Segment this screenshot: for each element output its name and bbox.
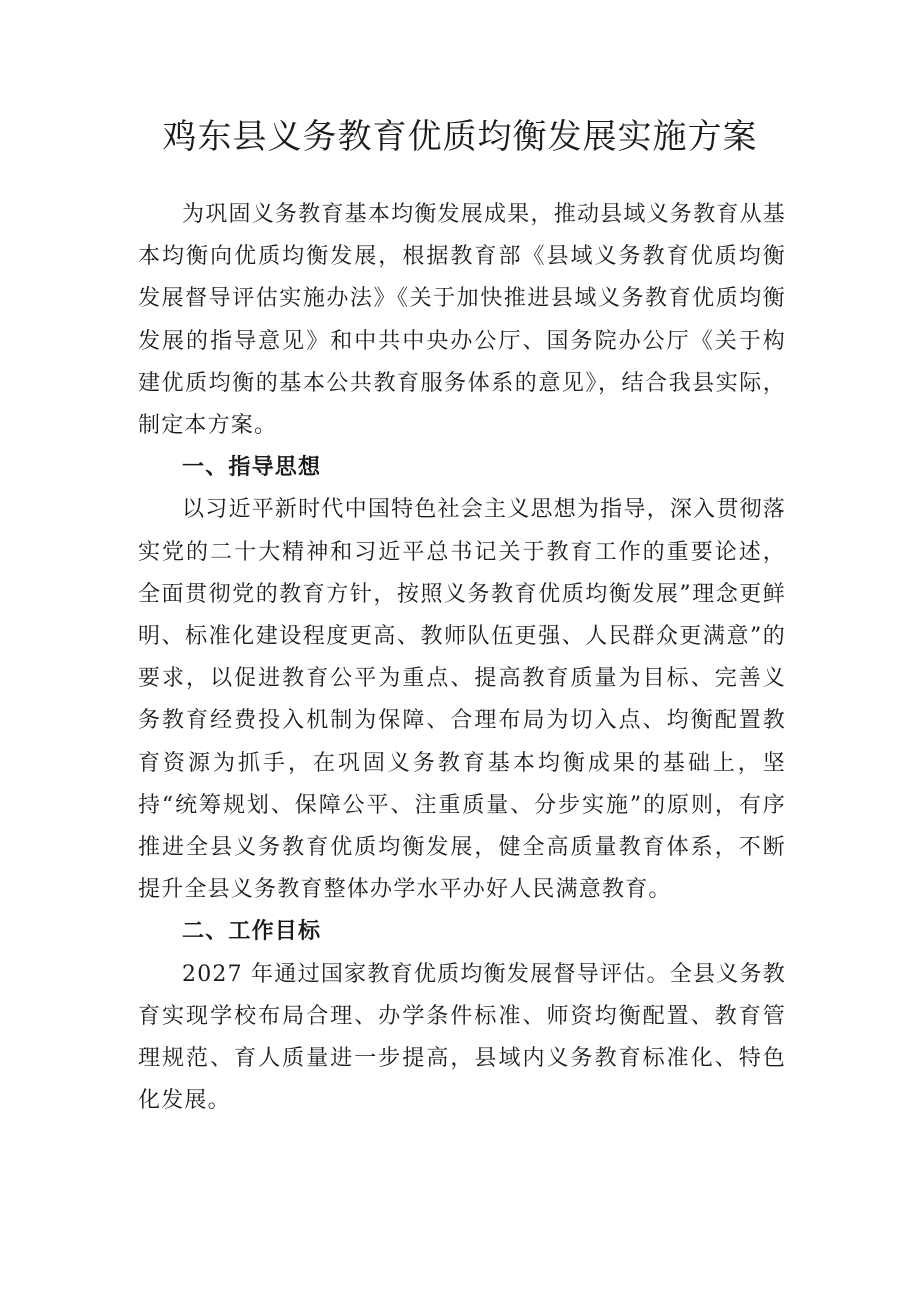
section-body-work-goals: 2027 年通过国家教育优质均衡发展督导评估。全县义务教育实现学校布局合理、办学条件标准、师资均衡配置、教育管理规范、育人质量进一步提高，县域内义务教育标准化、特色化发展。 [138, 961, 786, 1114]
document-body [138, 194, 786, 1122]
intro-paragraph: 为巩固义务教育基本均衡发展成果，推动县域义务教育从基本均衡向优质均衡发展，根据教育部《县域义务教育优质均衡发展督导评估实施办法》《关于加快推进县域义务教育优质均衡发展的指导意见》和中共中央办公厅、国务院办公厅《关于构建优质均衡的基本公共教育服务体系的意见》，结合我县实际，制定本方案。 [138, 202, 786, 439]
document-title: 鸡东县义务教育优质均衡发展实施方案 [162, 117, 758, 157]
section-heading-guiding-ideology: 一、指导思想 [182, 455, 322, 481]
section-body-guiding-ideology: 以习近平新时代中国特色社会主义思想为指导，深入贯彻落实党的二十大精神和习近平总书记关于教育工作的重要论述，全面贯彻党的教育方针，按照义务教育优质均衡发展”理念更鲜明、标准化建设程度更高、教师队伍更强、人民群众更满意”的要求，以促进教育公平为重点、提高教育质量为目标、完善义务教育经费投入机制为保障、合理布局为切入点、均衡配置教育资源为抓手，在巩固义务教育基本均衡成果的基础上，坚持“统筹规划、保障公平、注重质量、分步实施”的原则，有序推进全县义务教育优质均衡发展，健全高质量教育体系，不断提升全县义务教育整体办学水平办好人民满意教育。 [138, 497, 786, 903]
section-heading-work-goals: 二、工作目标 [182, 919, 322, 945]
